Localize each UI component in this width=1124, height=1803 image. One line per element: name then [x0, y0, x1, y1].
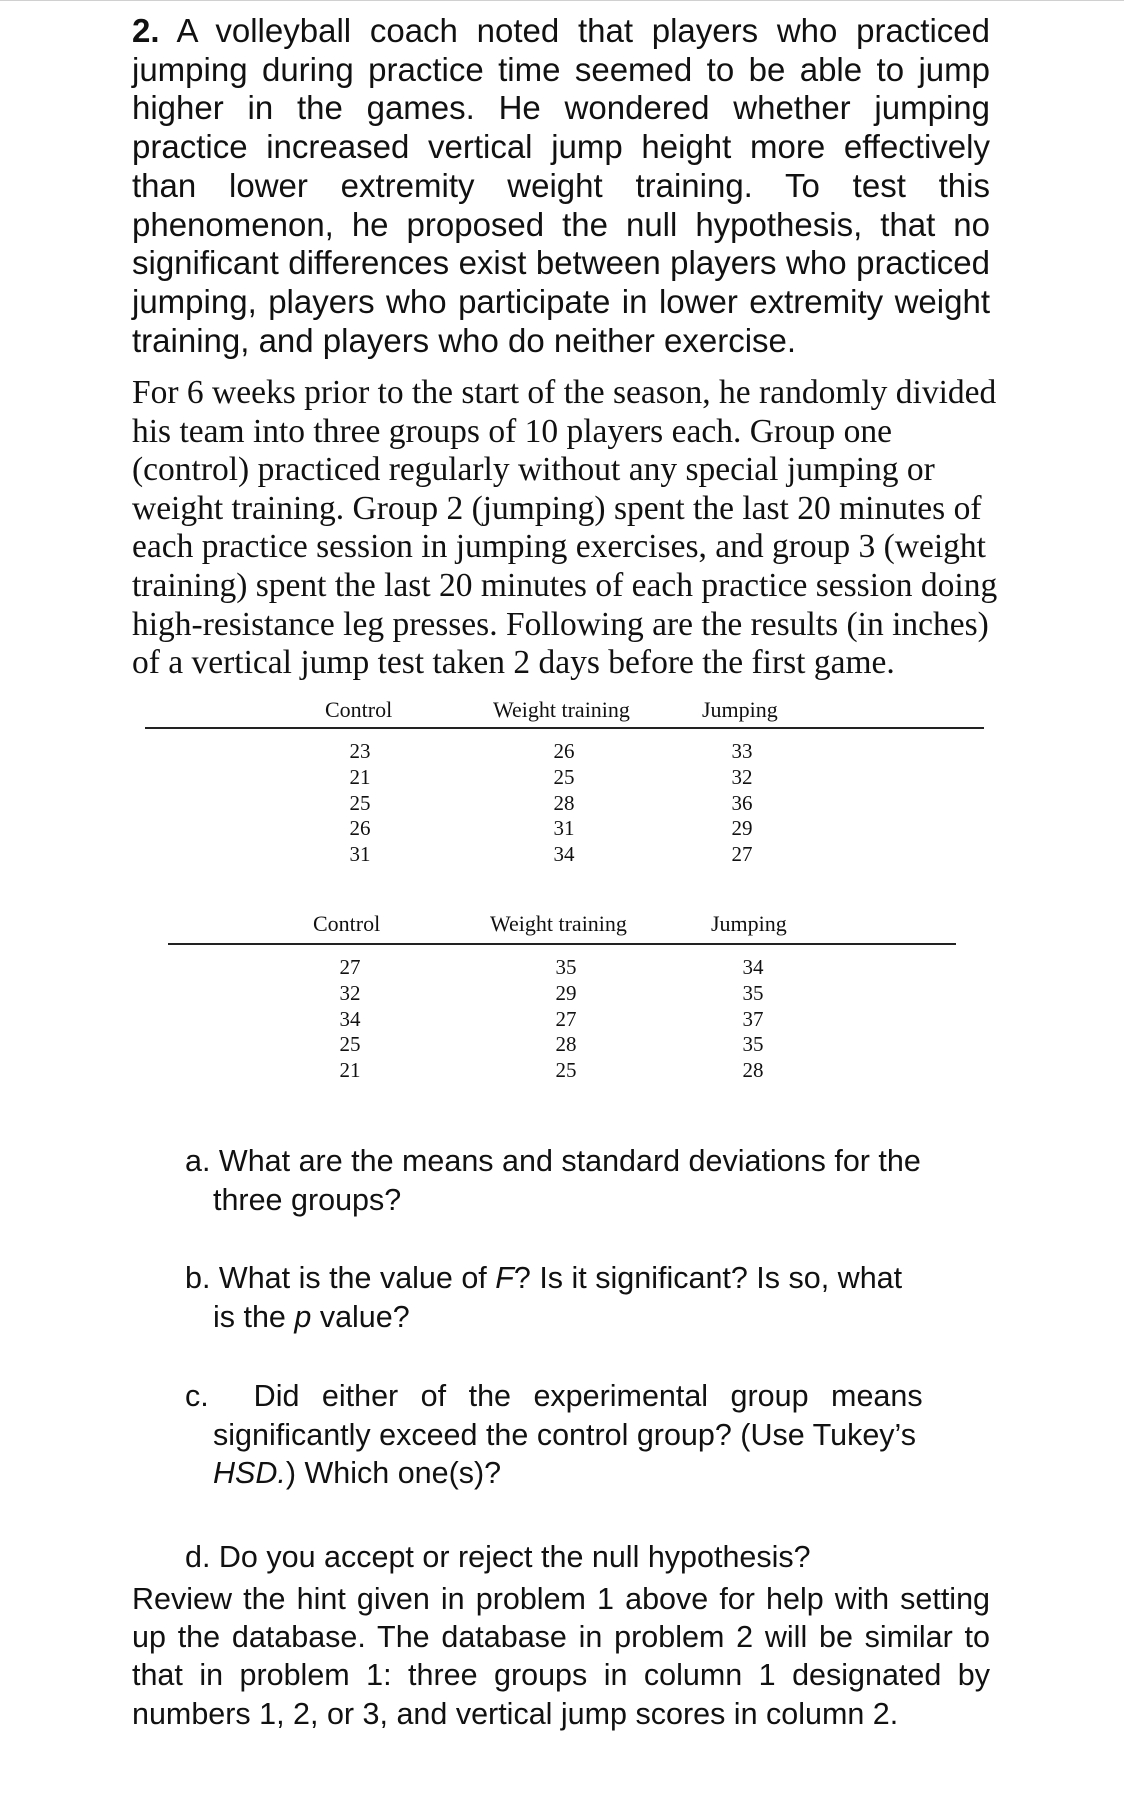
design-line: training) spent the last 20 minutes of each practice session doing [132, 566, 998, 604]
problem-intro-text: A volleyball coach noted that players who practiced jumping during practice time seemed to be able to jump higher in the games. He wondered whether jumping practice increased vertical jump height more effectively than lower extremity weight training. To test this phenomenon, he proposed the null hypothesis, that no significant differences exist between players who practiced jumping, players who participate in lower extremity weight training, and players who do neither exercise. [132, 12, 990, 359]
table2-weight-column [536, 955, 596, 1084]
table1-cell: 25 [553, 764, 575, 789]
table1-cell: 29 [731, 816, 753, 841]
question-b-text: value? [311, 1299, 410, 1334]
question-b-text: b. What is the value of [185, 1261, 496, 1295]
table2-cell: 35 [742, 980, 764, 1005]
question-b [185, 1259, 990, 1336]
table2-cell: 27 [339, 955, 361, 979]
table1-header-jumping: Jumping [702, 697, 778, 722]
table1-cell: 27 [731, 842, 753, 867]
table2-cell: 34 [742, 955, 764, 979]
question-b-text: is the [213, 1299, 295, 1334]
table2-cell: 35 [742, 1032, 764, 1057]
table1-cell: 31 [553, 816, 575, 841]
question-b-line2 [185, 1298, 990, 1337]
table2-cell: 34 [339, 1006, 361, 1031]
problem-number: 2. [132, 12, 160, 49]
table1-cell: 26 [553, 739, 575, 763]
table1-header-control: Control [325, 697, 393, 722]
problem-intro [132, 12, 990, 360]
table2-header-control: Control [313, 911, 381, 936]
table2-cell: 28 [555, 1032, 577, 1057]
design-line: each practice session in jumping exercises, and group 3 (weight [132, 528, 986, 566]
design-line: (control) practiced regularly without any special jumping or [132, 451, 935, 489]
design-line: high-resistance leg presses. Following are the results (in inches) [132, 605, 989, 643]
table2-header-rule [168, 943, 956, 945]
table2-cell: 29 [555, 980, 577, 1005]
table2-header-jumping: Jumping [711, 911, 787, 936]
table1-cell: 32 [731, 764, 753, 789]
design-line: his team into three groups of 10 players each. Group one [132, 412, 893, 450]
study-design-paragraph [132, 374, 998, 683]
table2-cell: 25 [555, 1058, 577, 1083]
table2-cell: 21 [339, 1058, 361, 1083]
question-d [185, 1538, 990, 1577]
table2-cell: 32 [339, 980, 361, 1005]
table1-cell: 28 [553, 790, 575, 815]
p-symbol: p [294, 1299, 312, 1334]
question-a-line1: a. What are the means and standard deviations for the [185, 1144, 921, 1178]
design-line: of a vertical jump test taken 2 days before the first game. [132, 644, 895, 682]
table1-cell: 21 [349, 764, 371, 789]
hsd-term: HSD. [213, 1456, 286, 1490]
table2-jumping-column [723, 955, 783, 1084]
table2-cell: 28 [742, 1058, 764, 1083]
table1-cell: 26 [349, 816, 371, 841]
table1-cell: 31 [349, 842, 371, 867]
table1-weight-column [534, 739, 594, 868]
table1-cell: 33 [731, 739, 753, 763]
table1-cell: 23 [349, 739, 371, 763]
question-c-line2: significantly exceed the control group? (Use Tukey’s [213, 1417, 917, 1452]
table1-cell: 36 [731, 790, 753, 815]
table2-cell: 35 [555, 955, 577, 979]
question-c [185, 1377, 990, 1493]
design-line: For 6 weeks prior to the start of the season, he randomly divided [132, 374, 997, 411]
question-a [185, 1142, 990, 1219]
table2-cell: 25 [339, 1032, 361, 1057]
table1-jumping-column [712, 739, 772, 868]
question-a-line2: three groups? [213, 1182, 402, 1217]
question-c-text: ) Which one(s)? [285, 1456, 502, 1490]
table1-control-column [330, 739, 390, 868]
question-b-text: ? Is it significant? Is so, what [513, 1261, 903, 1295]
question-d-text: d. Do you accept or reject the null hypothesis? [185, 1540, 811, 1574]
table1-header-rule [145, 727, 984, 729]
design-line: weight training. Group 2 (jumping) spent the last 20 minutes of [132, 489, 982, 527]
table1-cell: 34 [553, 842, 575, 867]
table2-cell: 27 [555, 1006, 577, 1031]
question-c-line3 [185, 1454, 990, 1493]
table1-cell: 25 [349, 790, 371, 815]
database-hint: Review the hint given in problem 1 above for help with setting up the database. The database in problem 2 will be similar to that in problem 1: three groups in column 1 designated by numbers 1, 2, or 3, and vertical jump scores in column 2. [132, 1582, 990, 1731]
question-c-line1: c. Did either of the experimental group means [185, 1379, 923, 1413]
top-divider [0, 0, 1124, 1]
f-symbol: F [495, 1261, 514, 1295]
table2-header-weight: Weight training [490, 911, 627, 936]
table1-header-weight: Weight training [493, 697, 630, 722]
table2-cell: 37 [742, 1006, 764, 1031]
table2-control-column [320, 955, 380, 1084]
question-b-line1 [185, 1259, 990, 1298]
